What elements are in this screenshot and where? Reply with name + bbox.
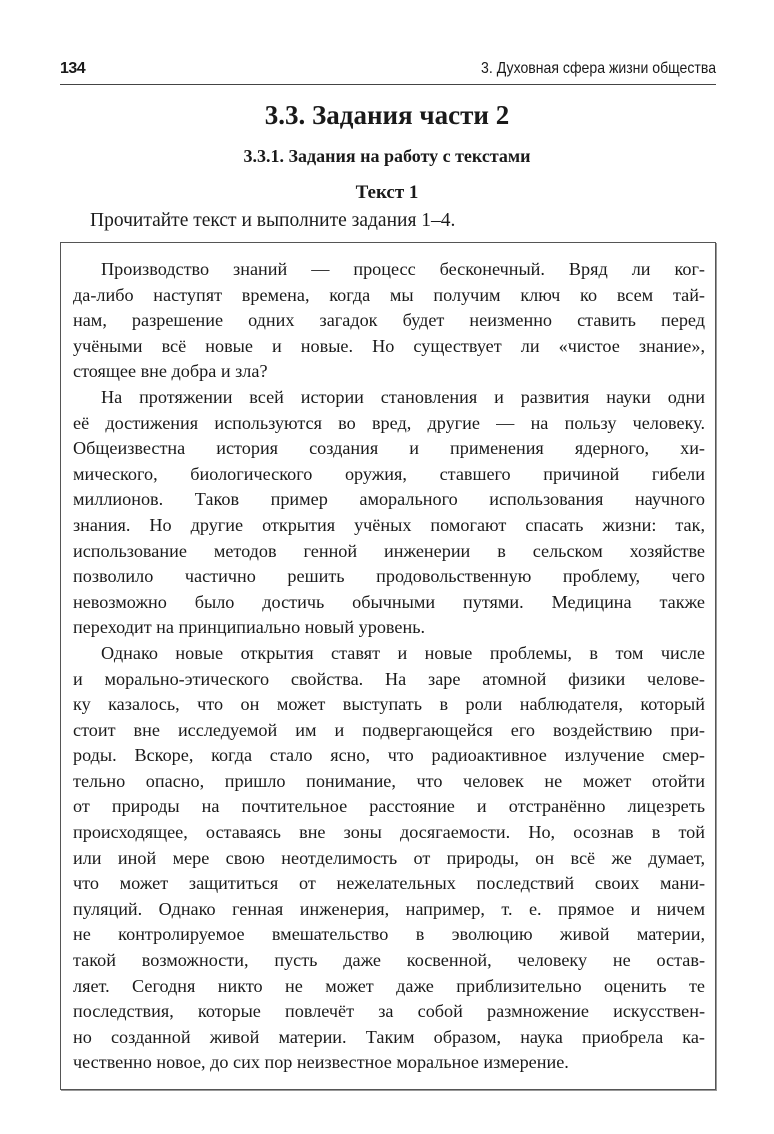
text-line: пуляций. Однако генная инженерия, например, т. е. прямое и ничем [73, 898, 705, 919]
running-header [60, 56, 716, 85]
passage [73, 257, 705, 1076]
text-line: или иной мере свою неотделимость от природы, он всё же думает, [73, 847, 705, 868]
text-line: роды. Вскоре, когда стало ясно, что радиоактивное излучение смер- [73, 745, 705, 766]
instruction: Прочитайте текст и выполните задания 1–4. [90, 210, 456, 231]
section-title: 3.3. Задания части 2 [264, 100, 510, 130]
text-line: от природы на почтительное расстояние и отстранённо лицезреть [73, 796, 705, 817]
text-box [60, 242, 716, 1090]
text-line: На протяжении всей истории становления и развития науки одни [101, 386, 705, 407]
text-line: чественно новое, до сих пор неизвестное моральное измерение. [73, 1052, 569, 1073]
page-number: 134 [60, 60, 86, 77]
text-line: такой возможности, пусть даже косвенной, человеку не остав- [73, 950, 705, 971]
text-line: использование методов генной инженерии в сельском хозяйстве [73, 540, 705, 561]
text-line: позволило частично решить продовольственную проблему, чего [73, 566, 705, 587]
text-line: но созданной живой материи. Таким образом, наука приобрела ка- [73, 1026, 705, 1047]
text-line: переходит на принципиально новый уровень. [73, 617, 426, 638]
text-line: невозможно было достичь обычными путями. Медицина также [73, 591, 705, 612]
text-line: да-либо наступят времена, когда мы получим ключ ко всем тай- [73, 284, 705, 305]
text-line: стоящее вне добра и зла? [73, 361, 268, 382]
text-line: Общеизвестна история создания и применения ядерного, хи- [73, 438, 705, 459]
paragraph [73, 641, 705, 1076]
chapter-title: 3. Духовная сфера жизни общества [481, 60, 716, 77]
text-line: последствия, которые повлечёт за собой размножение искусствен- [73, 1001, 705, 1022]
paragraph [73, 385, 705, 641]
text-line: знания. Но другие открытия учёных помогают спасать жизни: так, [73, 514, 705, 535]
text-title: Текст 1 [355, 182, 419, 203]
subsection-title: 3.3.1. Задания на работу с текстами [243, 146, 531, 166]
text-line: Однако новые открытия ставят и новые проблемы, в том числе [101, 642, 705, 663]
text-line: не контролируемое вмешательство в эволюцию живой материи, [73, 924, 705, 945]
text-line: нам, разрешение одних загадок будет неизменно ставить перед [73, 310, 705, 331]
text-line: её достижения используются во вред, другие — на пользу человеку. [73, 412, 705, 433]
paragraph [73, 257, 705, 385]
text-line: стоит вне исследуемой им и подвергающейся его воздействию при- [73, 719, 705, 740]
text-line: происходящее, оставаясь вне зоны досягаемости. Но, осознав в той [73, 822, 705, 843]
text-line: тельно опасно, пришло понимание, что человек не может отойти [73, 770, 705, 791]
text-line: что может защититься от нежелательных последствий своих мани- [73, 873, 705, 894]
text-line: Производство знаний — процесс бесконечный. Вряд ли ког- [101, 259, 705, 279]
text-line: ку казалось, что он может выступать в роли наблюдателя, который [73, 694, 705, 715]
text-line: учёными всё новые и новые. Но существует ли «чистое знание», [73, 335, 705, 356]
text-line: мического, биологического оружия, ставшего причиной гибели [73, 463, 705, 484]
text-line: ляет. Сегодня никто не может даже приблизительно оценить те [73, 975, 705, 996]
text-line: и морально-этического свойства. На заре атомной физики челове- [73, 668, 705, 689]
text-line: миллионов. Таков пример аморального использования научного [73, 489, 705, 510]
